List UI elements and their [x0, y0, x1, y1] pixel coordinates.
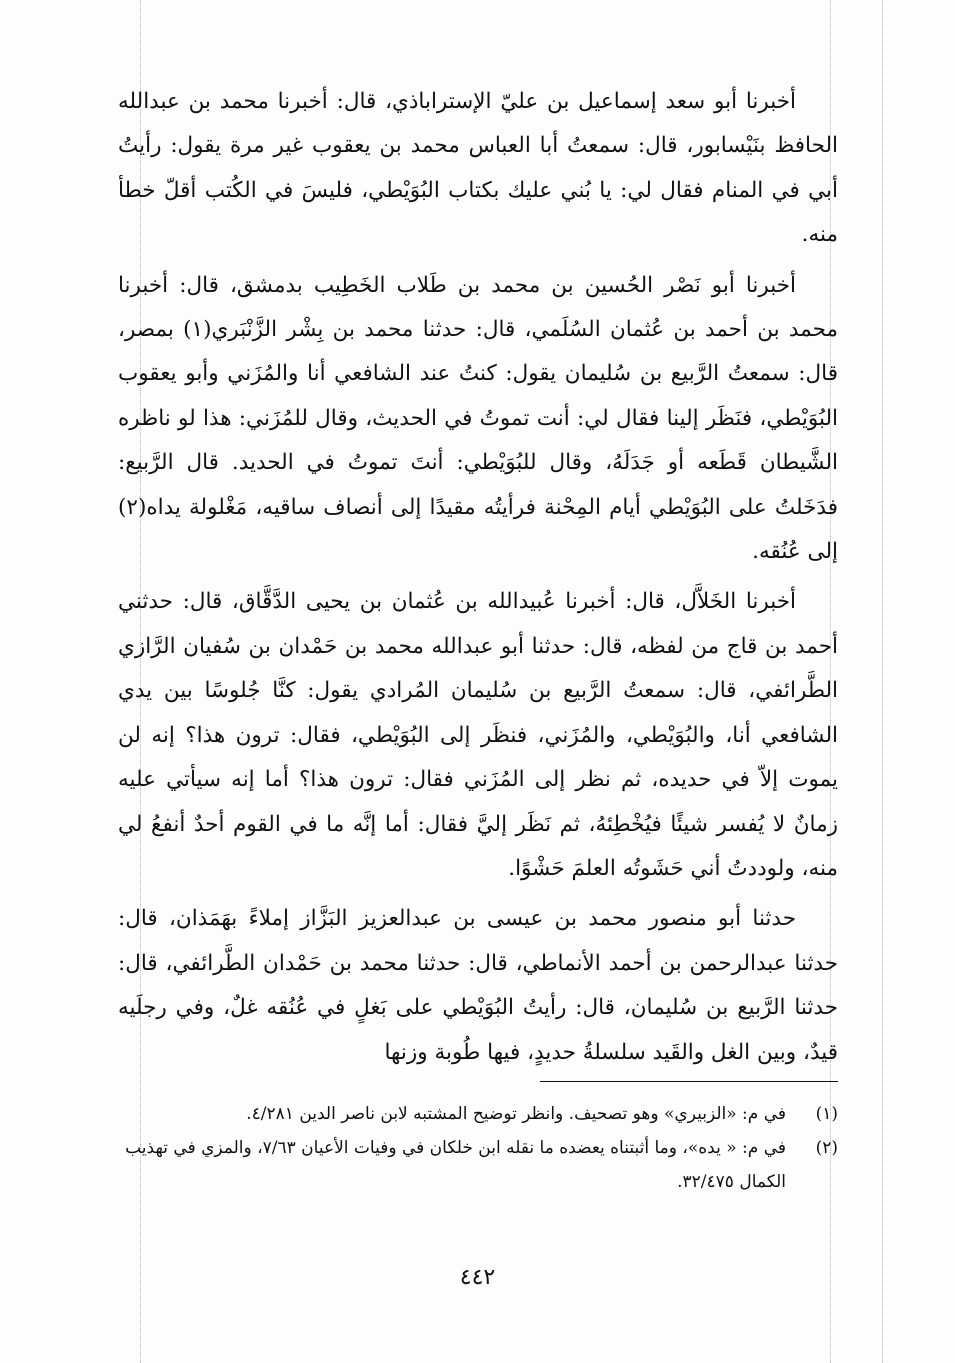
scan-artifact-line: [882, 0, 883, 1363]
footnote-text: في م: «الزبيري» وهو تصحيف. وانظر توضيح المشتبه لابن ناصر الدين ٤/٢٨١.: [246, 1104, 786, 1124]
paragraph: أخبرنا أبو سعد إسماعيل بن عليّ الإستراباذي، قال: أخبرنا محمد بن عبدالله الحافظ بنَيْسابور، قال: سمعتُ أبا العباس محمد بن يعقوب غير مرة يقول: رأيتُ أبي في المنام فقال لي: يا بُني عليك بكتاب البُوَيْطي، فليسَ في الكُتب أقلّ خطأ منه.: [118, 89, 838, 248]
footnote-number: (١): [815, 1104, 838, 1124]
footnote: [118, 1131, 838, 1199]
paragraph: أخبرنا أبو نَصْر الحُسين بن محمد بن طَلاب الخَطِيب بدمشق، قال: أخبرنا محمد بن أحمد بن عُثمان السُلَمي، قال: حدثنا محمد بن بِشْر الزَّنْبَري(١) بمصر، قال: سمعتُ الرَّبيع بن سُليمان يقول: كنتُ عند الشافعي أنا والمُزَني وأبو يعقوب البُوَيْطي، فنَظَر إلينا فقال لي: أنت تموتُ في الحديث، وقال للمُزَني: هذا لو ناظره الشَّيطان قَطَعه أو جَدَلَهُ، وقال للبُوَيْطي: أنتَ تموتُ في الحديد. قال الرَّبيع: فدَخَلتُ على البُوَيْطي أيام المِحْنة فرأيتُه مقيدًا إلى أنصاف ساقيه، مَغْلولة يداه(٢) إلى عُنُقه.: [118, 272, 838, 565]
page-number: ٤٤٢: [459, 1265, 496, 1290]
footnote: [118, 1097, 838, 1131]
main-text: [118, 80, 838, 1081]
footnote-separator: [540, 1081, 838, 1082]
paragraph: أخبرنا الخَلاَّل، قال: أخبرنا عُبيدالله بن عُثمان بن يحيى الدَّقَّاق، قال: حدثني أحمد بن قاج من لفظه، قال: حدثنا أبو عبدالله محمد بن حَمْدان بن سُفيان الرَّازي الطَّرائفي، قال: سمعتُ الرَّبيع بن سُليمان المُرادي يقول: كنَّا جُلوسًا بين يدي الشافعي أنا، والبُوَيْطي، والمُزَني، فنظَر إلى البُوَيْطي، فقال: ترون هذا؟ إنه لن يموت إلاّ في حديده، ثم نظر إلى المُزَني فقال: ترون هذا؟ أما إنه سيأتي عليه زمانٌ لا يُفسر شيئًا فيُخْطِئهُ، ثم نَظَر إليَّ فقال: أما إنَّه ما في القوم أحدٌ أنفعُ لي منه، ولوددتُ أني حَشَوتُه العلمَ حَشْوًا.: [118, 589, 838, 881]
footnote-text: في م: « يده»، وما أثبتناه يعضده ما نقله ابن خلكان في وفيات الأعيان ٧/٦٣، والمزي في تهذيب الكمال ٣٢/٤٧٥.: [125, 1138, 786, 1192]
footnotes: [118, 1097, 838, 1199]
paragraph: حدثنا أبو منصور محمد بن عيسى بن عبدالعزيز البَزَّاز إملاءً بهَمَذان، قال: حدثنا عبدالرحمن بن أحمد الأنماطي، قال: حدثنا محمد بن حَمْدان الطَّرائفي، قال: حدثنا الرَّبيع بن سُليمان، قال: رأيتُ البُوَيْطي على بَغلٍ في عُنُقه غلٌ، وفي رجلَيه قيدٌ، وبين الغل والقَيد سلسلةُ حديدٍ، فيها طُوبة وزنها: [118, 906, 838, 1065]
footnote-number: (٢): [815, 1138, 838, 1158]
